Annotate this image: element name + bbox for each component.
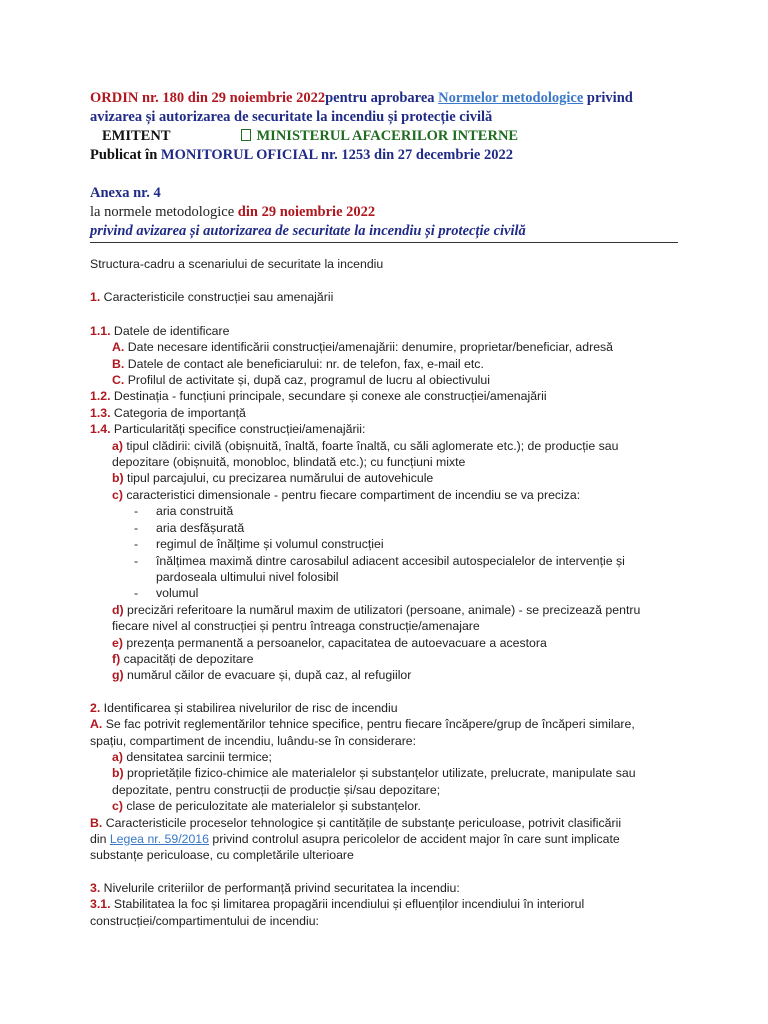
section-1-4-a: a) tipul clădirii: civilă (obișnuită, înaltă, foarte înaltă, cu săli aglomerate etc.); de producție sau depozitare (obișnuită, monobloc, blindată etc.); cu funcțiuni mixte [112, 438, 619, 470]
list-item: - volumul [134, 585, 688, 601]
emitent-label: EMITENT [102, 128, 171, 144]
order-purpose: pentru aprobarea [325, 90, 439, 106]
square-icon [241, 129, 251, 141]
section-1-4-d: d) precizări referitoare la numărul maxim de utilizatori (persoane, animale) - se precizează pentru fiecare nivel al construcției și pentru întreaga construcție/amenajare [112, 602, 641, 634]
document-body [90, 256, 688, 929]
section-1-1: 1.1. Datele de identificare [90, 323, 230, 338]
publicat-value: MONITORUL OFICIAL nr. 1253 din 27 decembrie 2022 [160, 147, 513, 163]
section-1: 1. Caracteristicile construcției sau amenajării [90, 290, 334, 305]
annex-line-3: privind avizarea și autorizarea de securitate la incendiu și protecție civilă [90, 223, 526, 239]
normele-link[interactable]: Normelor metodologice [438, 90, 584, 106]
section-1-4-f: f) capacități de depozitare [112, 651, 254, 666]
section-2-a-b: b) proprietățile fizico-chimice ale materialelor și substanțelor utilizate, prelucrate, manipulate sau depozitate, pentru construcții de producție și/sau depozitare; [112, 766, 636, 797]
emitent-value: MINISTERUL AFACERILOR INTERNE [256, 128, 519, 144]
section-1-1-b: B. Datele de contact ale beneficiarului: nr. de telefon, fax, e-mail etc. [112, 356, 484, 371]
annex-title: Anexa nr. 4 [90, 185, 161, 201]
section-3-1: 3.1. Stabilitatea la foc și limitarea propagării incendiului și efluenților incendiului în interiorul construcției/compartimentului de incendiu: [90, 897, 585, 928]
section-1-4-b: b) tipul parcajului, cu precizarea numărului de autovehicule [112, 471, 434, 486]
section-1-4-c: c) caracteristici dimensionale - pentru fiecare compartiment de incendiu se va preciza: [112, 487, 581, 502]
order-title-line [90, 89, 688, 127]
divider-line [90, 242, 678, 243]
section-1-4-g: g) numărul căilor de evacuare și, după caz, al refugiilor [112, 668, 412, 683]
section-2-a-a: a) densitatea sarcinii termice; [112, 749, 272, 764]
section-3: 3. Nivelurile criteriilor de performanță privind securitatea la incendiu: [90, 880, 460, 895]
section-1-1-c: C. Profilul de activitate și, după caz, programul de lucru al obiectivului [112, 373, 490, 388]
annex-line-2: la normele metodologice din 29 noiembrie 2022 [90, 204, 376, 220]
list-item: - regimul de înălțime și volumul construcției [134, 536, 688, 552]
section-1-4: 1.4. Particularități specifice construcției/amenajării: [90, 422, 366, 437]
list-item: - aria construită [134, 503, 688, 519]
emitent-row [90, 127, 688, 146]
order-subject: privind avizarea și autorizarea de securitate la incendiu și protecție civilă [90, 90, 633, 125]
section-1-1-a: A. Date necesare identificării construcției/amenajării: denumire, proprietar/beneficiar, adresă [112, 340, 614, 355]
section-2-a-c: c) clase de periculozitate ale materialelor și substanțelor. [112, 799, 421, 814]
section-2-b: B. Caracteristicile proceselor tehnologice și cantitățile de substanțe periculoase, potrivit clasificării din Legea nr. 59/2016 privind controlul asupra pericolelor de accident major în care sunt implicate substanțe periculoase, cu completările ulterioare [90, 815, 622, 863]
list-item: - aria desfășurată [134, 520, 688, 536]
publicat-row [90, 146, 688, 165]
dimension-list [90, 503, 688, 601]
section-2: 2. Identificarea și stabilirea nivelurilor de risc de incendiu [90, 700, 398, 715]
list-item: - înălțimea maximă dintre carosabilul adiacent accesibil autospecialelor de intervenție și pardoseala ultimului nivel folosibil [134, 553, 676, 586]
section-2-a: A. Se fac potrivit reglementărilor tehnice specifice, pentru fiecare încăpere/grup de încăperi similare, spațiu, compartiment de incendiu, luându-se în considerare: [90, 717, 635, 748]
section-1-3: 1.3. Categoria de importanță [90, 405, 246, 420]
publicat-label: Publicat în [90, 147, 161, 163]
intro-text: Structura-cadru a scenariului de securitate la incendiu [90, 257, 384, 271]
section-1-4-e: e) prezența permanentă a persoanelor, capacitatea de autoevacuare a acestora [112, 635, 547, 650]
order-number: ORDIN nr. 180 din 29 noiembrie 2022 [90, 90, 326, 106]
legea-link[interactable]: Legea nr. 59/2016 [109, 832, 209, 846]
order-header [90, 89, 688, 165]
annex-header [90, 184, 688, 241]
section-1-2: 1.2. Destinația - funcțiuni principale, secundare și conexe ale construcției/amenajării [90, 389, 547, 404]
